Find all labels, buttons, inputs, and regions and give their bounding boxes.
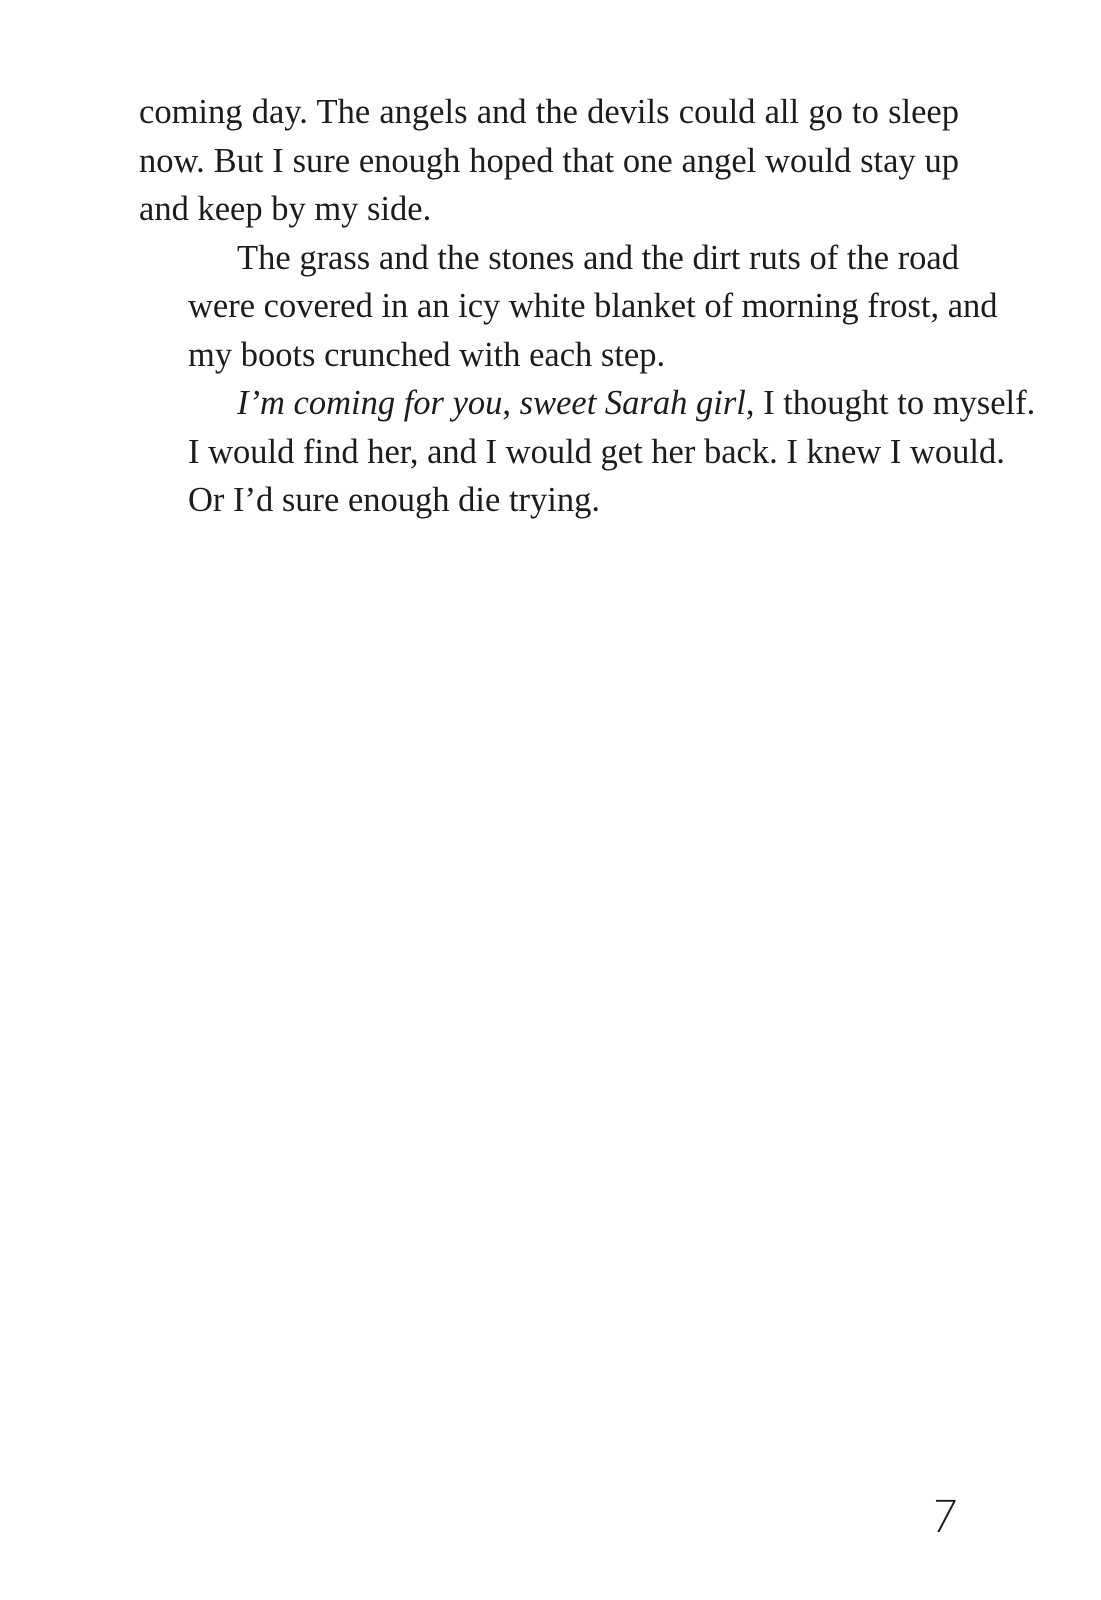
text-line: my boots crunched with each step. [188,335,666,374]
text-line: coming day. The angels and the devils could all go to sleep [139,93,959,131]
comma: , [502,384,512,422]
body-text [139,88,1036,525]
paragraph-1 [139,88,959,234]
text-line: Or I’d sure enough die trying. [188,481,600,519]
text-line: now. But I sure enough hoped that one angel would stay up [139,141,959,180]
paragraph-3 [139,379,1036,525]
text-line: I would find her, and I would get her back. I knew I would. [188,432,1005,471]
italic-thought-1: I’m coming for you [237,384,503,422]
text-line: and keep by my side. [139,190,432,228]
narration: , I thought to myself. [745,384,1036,422]
page-number: 7 [926,1492,962,1543]
text-line-mixed [139,379,1036,428]
italic-thought-2: sweet Sarah girl [519,384,746,422]
text-line: The grass and the stones and the dirt ruts of the road [237,238,959,277]
text-line: were covered in an icy white blanket of morning frost, and [188,287,998,325]
paragraph-2 [139,234,998,380]
